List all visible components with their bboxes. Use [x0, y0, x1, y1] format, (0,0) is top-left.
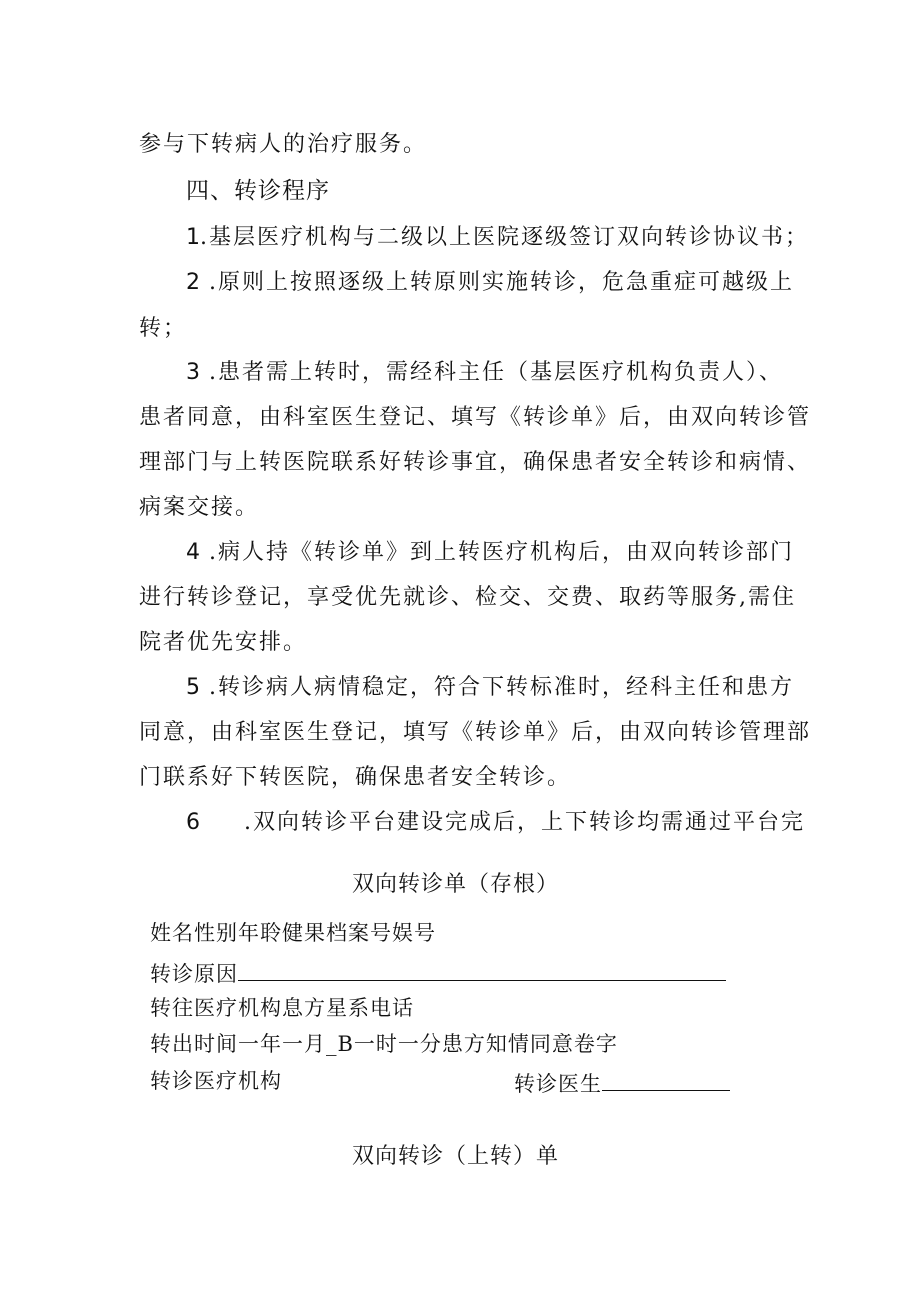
doctor-field-line — [602, 1066, 730, 1091]
item-4-cont-2: 院者优先安排。 — [139, 630, 308, 655]
item-5 — [186, 673, 794, 703]
item-3-cont-3: 病案交接。 — [139, 495, 260, 520]
item-text: .基层医疗机构与二级以上医院逐级签订双向转诊协议书； — [200, 225, 809, 250]
item-text: .双向转诊平台建设完成后，上下转诊均需通过平台完 — [244, 810, 805, 835]
item-number: 2 — [186, 270, 200, 295]
item-number: 5 — [186, 675, 200, 700]
item-1 — [186, 223, 809, 253]
item-5-cont-1: 同意，由科室医生登记，填写《转诊单》后，由双向转诊管理部 — [139, 720, 812, 745]
up-form-title: 双向转诊（上转）单 — [352, 1144, 560, 1169]
item-text: .转诊病人病情稳定，符合下转标准时，经科主任和患方 — [200, 675, 794, 700]
stub-row-name: 姓名性别年聆健果档案号娱号 — [150, 921, 436, 945]
item-3-cont-2: 理部门与上转医院联系好转诊事宜，确保患者安全转诊和病情、 — [139, 450, 812, 475]
item-5-cont-2: 门联系好下转医院，确保患者安全转诊。 — [139, 765, 572, 790]
stub-row-institution: 转诊医疗机构 — [150, 1069, 282, 1093]
item-number: 6 — [186, 810, 200, 835]
stub-row-destination: 转往医疗机构息方星系电话 — [150, 996, 414, 1020]
item-2-cont: 转； — [139, 316, 188, 341]
item-4 — [186, 538, 794, 568]
item-3-cont-1: 患者同意，由科室医生登记、填写《转诊单》后，由双向转诊管 — [139, 405, 812, 430]
stub-row-doctor — [514, 1066, 730, 1099]
item-4-cont-1: 进行转诊登记，享受优先就诊、检交、交费、取药等服务,需住 — [139, 585, 796, 610]
item-text: .患者需上转时，需经科主任（基层医疗机构负责人）、 — [200, 360, 783, 385]
item-2 — [186, 268, 794, 298]
stub-form-title: 双向转诊单（存根） — [352, 872, 560, 897]
item-text: .原则上按照逐级上转原则实施转诊，危急重症可越级上 — [200, 270, 794, 295]
stub-row-time: 转出时间一年一月_B一时一分患方知情同意卷字 — [150, 1032, 618, 1056]
intro-line: 参与下转病人的治疗服务。 — [139, 132, 428, 157]
reason-label: 转诊原因 — [150, 962, 238, 986]
section-heading: 四、转诊程序 — [186, 178, 330, 204]
item-number: 1 — [186, 225, 200, 250]
item-6 — [186, 808, 805, 838]
stub-row-reason — [150, 956, 726, 989]
item-number: 4 — [186, 540, 200, 565]
item-text: .病人持《转诊单》到上转医疗机构后，由双向转诊部门 — [200, 540, 794, 565]
doctor-label: 转诊医生 — [514, 1072, 602, 1096]
item-number: 3 — [186, 360, 200, 385]
item-3 — [186, 358, 783, 388]
reason-field-line — [238, 956, 726, 981]
